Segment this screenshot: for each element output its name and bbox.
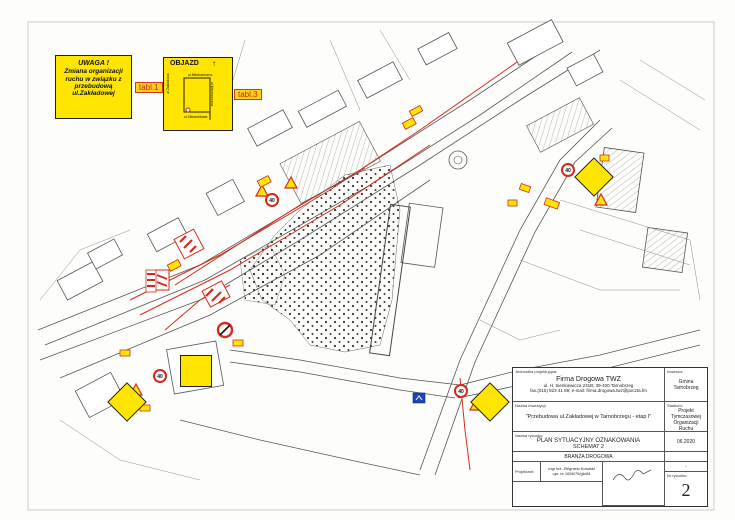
notice-line-4: ul.Zakładowej (72, 90, 115, 98)
investment-label: Nazwa inwestycji: (515, 403, 547, 408)
yellow-square-sign (180, 355, 212, 387)
barrier-small (155, 270, 169, 290)
designer-role-cell (513, 462, 541, 482)
drawing-name-cell (513, 432, 665, 452)
company-address: ul. H. Sienkiewicza 231B; 39-400 Tarnobrzeg (543, 383, 634, 388)
signature-mark (603, 462, 663, 492)
company-name: Firma Drogowa TWZ (556, 376, 621, 383)
investment-cell (513, 402, 665, 432)
roundabout (449, 151, 467, 169)
detour-street-bottom: ul.Olbrachtowa (184, 115, 208, 119)
blank-cell (665, 452, 707, 462)
company-contact: fax.(015) 823 41 89; e-mail: firma.drogowa.twz@poczta.fm (530, 388, 647, 393)
sheet-number-cell (665, 472, 707, 506)
svg-text:40: 40 (458, 389, 464, 395)
investor-name: Gmina Tarnobrzeg (673, 379, 699, 391)
designer-unit-cell (513, 368, 665, 402)
sheet-number-label: Nr rysunku: (667, 473, 688, 478)
scale-value: - (685, 464, 687, 470)
table-label-1: tabl.1 (135, 82, 163, 93)
designer-role: Projektant: (515, 469, 535, 474)
svg-text:40: 40 (565, 168, 571, 174)
drawing-title: PLAN SYTUACYJNY OZNAKOWANIA (536, 438, 641, 444)
stage-cell (665, 402, 707, 432)
detour-diagram (164, 58, 232, 130)
blue-info-sign (413, 393, 425, 403)
notice-line-1: Zmiana organizacji (64, 68, 123, 76)
detour-street-top: ul.Mechaniczna (188, 73, 213, 77)
sheet-number: 2 (681, 480, 691, 500)
date-cell (665, 432, 707, 452)
detour-street-left: ul.Zakładowa (166, 73, 170, 94)
table-label-3: tabl.3 (234, 89, 262, 100)
svg-text:40: 40 (157, 374, 163, 380)
svg-text:40: 40 (269, 198, 275, 204)
notice-title: UWAGA ! (78, 60, 109, 67)
branch-name: BRANŻA DROGOWA (564, 454, 613, 460)
stage-label: Stadium: (667, 403, 683, 408)
empty-cell (513, 482, 603, 506)
drawing-label: Nazwa rysunku: (515, 433, 544, 438)
stage-value: Projekt Tymczasowej Organizacji Ruchu (670, 408, 701, 432)
designer-cell (541, 462, 603, 482)
notice-line-2: ruchu w związku z (65, 75, 122, 83)
designer-name: mgr inż. Zbigniew Kotulski (548, 466, 595, 471)
designer-license: upr. nr 1656/75/gb/84 (552, 471, 591, 476)
branch-cell (513, 452, 665, 462)
notice-board (55, 55, 132, 119)
north-arrow-icon: ↑ (212, 59, 216, 68)
notice-line-3: przebudową (74, 82, 113, 90)
scale-cell (665, 462, 707, 472)
investor-cell (665, 368, 707, 402)
detour-street-right: ul.Mechaniczna (210, 82, 214, 107)
detour-board (163, 57, 233, 131)
drawing-subtitle: SCHEMAT 2 (573, 444, 604, 450)
designer-unit-label: Jednostka projektująca: (515, 369, 558, 374)
investor-label: Inwestor: (667, 369, 684, 374)
drawing-date: 06.2020 (676, 439, 696, 445)
title-block (512, 367, 708, 507)
detour-title: OBJAZD (170, 60, 199, 67)
signature-cell (603, 462, 665, 506)
investment-name: "Przebudowa ul.Zakładowej w Tarnobrzegu - etap I" (525, 414, 652, 420)
